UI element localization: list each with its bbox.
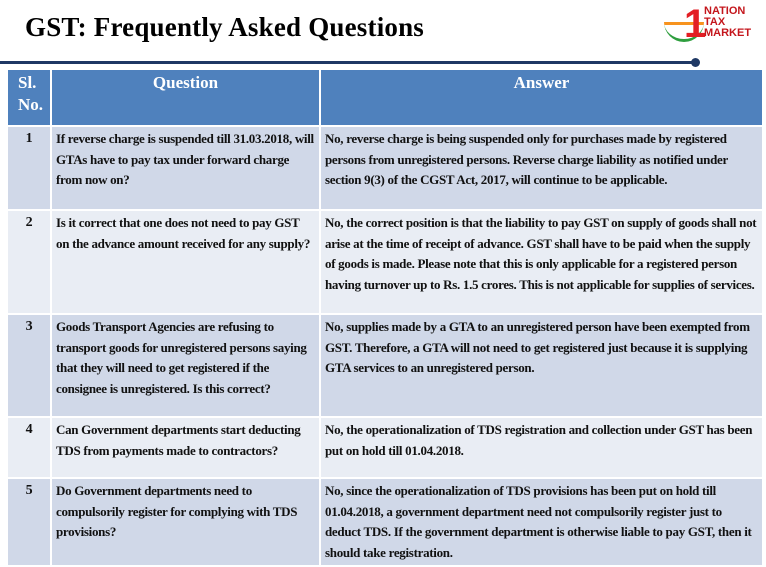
table-row	[7, 417, 763, 478]
faq-table	[6, 68, 764, 567]
table-row	[7, 314, 763, 417]
row-number: 2	[7, 210, 51, 314]
answer-cell: No, supplies made by a GTA to an unregistered person have been exempted from GST. Therefore, a GTA will not need to get registered just because it is supplying GTA services to an unregistered person.	[320, 314, 763, 417]
table-row	[7, 478, 763, 566]
header-sl-no: Sl. No.	[7, 69, 51, 126]
row-number: 3	[7, 314, 51, 417]
question-cell: Goods Transport Agencies are refusing to transport goods for unregistered persons saying that they will need to get registered if the consignee is unregistered. Is this correct?	[51, 314, 320, 417]
nation-tax-market-logo	[662, 4, 762, 44]
row-number: 4	[7, 417, 51, 478]
row-number: 1	[7, 126, 51, 210]
title-divider	[0, 61, 696, 64]
header-question: Question	[51, 69, 320, 126]
question-cell: Can Government departments start deducting TDS from payments made to contractors?	[51, 417, 320, 478]
question-cell: Do Government departments need to compulsorily register for complying with TDS provisions?	[51, 478, 320, 566]
logo-text: NATION TAX MARKET	[704, 5, 752, 39]
page-title: GST: Frequently Asked Questions	[25, 12, 425, 42]
answer-cell: No, the operationalization of TDS registration and collection under GST has been put on hold till 01.04.2018.	[320, 417, 763, 478]
question-cell: If reverse charge is suspended till 31.03.2018, will GTAs have to pay tax under forward charge from now on?	[51, 126, 320, 210]
table-header-row	[7, 69, 763, 126]
question-cell: Is it correct that one does not need to pay GST on the advance amount received for any supply?	[51, 210, 320, 314]
answer-cell: No, reverse charge is being suspended only for purchases made by registered persons from unregistered persons. Reverse charge liability as notified under section 9(3) of the CGST Act, 2017, will continue to be applicable.	[320, 126, 763, 210]
header-answer: Answer	[320, 69, 763, 126]
divider-dot	[691, 58, 700, 67]
table-row	[7, 210, 763, 314]
row-number: 5	[7, 478, 51, 566]
answer-cell: No, the correct position is that the liability to pay GST on supply of goods shall not arise at the time of receipt of advance. GST shall have to be paid when the supply of goods is made. Please note that this is only applicable for a registered person having turnover up to Rs. 1.5 crores. This is not applicable for supplies of services.	[320, 210, 763, 314]
logo-mark: 1	[684, 2, 707, 46]
answer-cell: No, since the operationalization of TDS provisions has been put on hold till 01.04.2018, a government department need not compulsorily register just to deduct TDS. If the government department is otherwise liable to pay GST, then it should take registration.	[320, 478, 763, 566]
table-row	[7, 126, 763, 210]
